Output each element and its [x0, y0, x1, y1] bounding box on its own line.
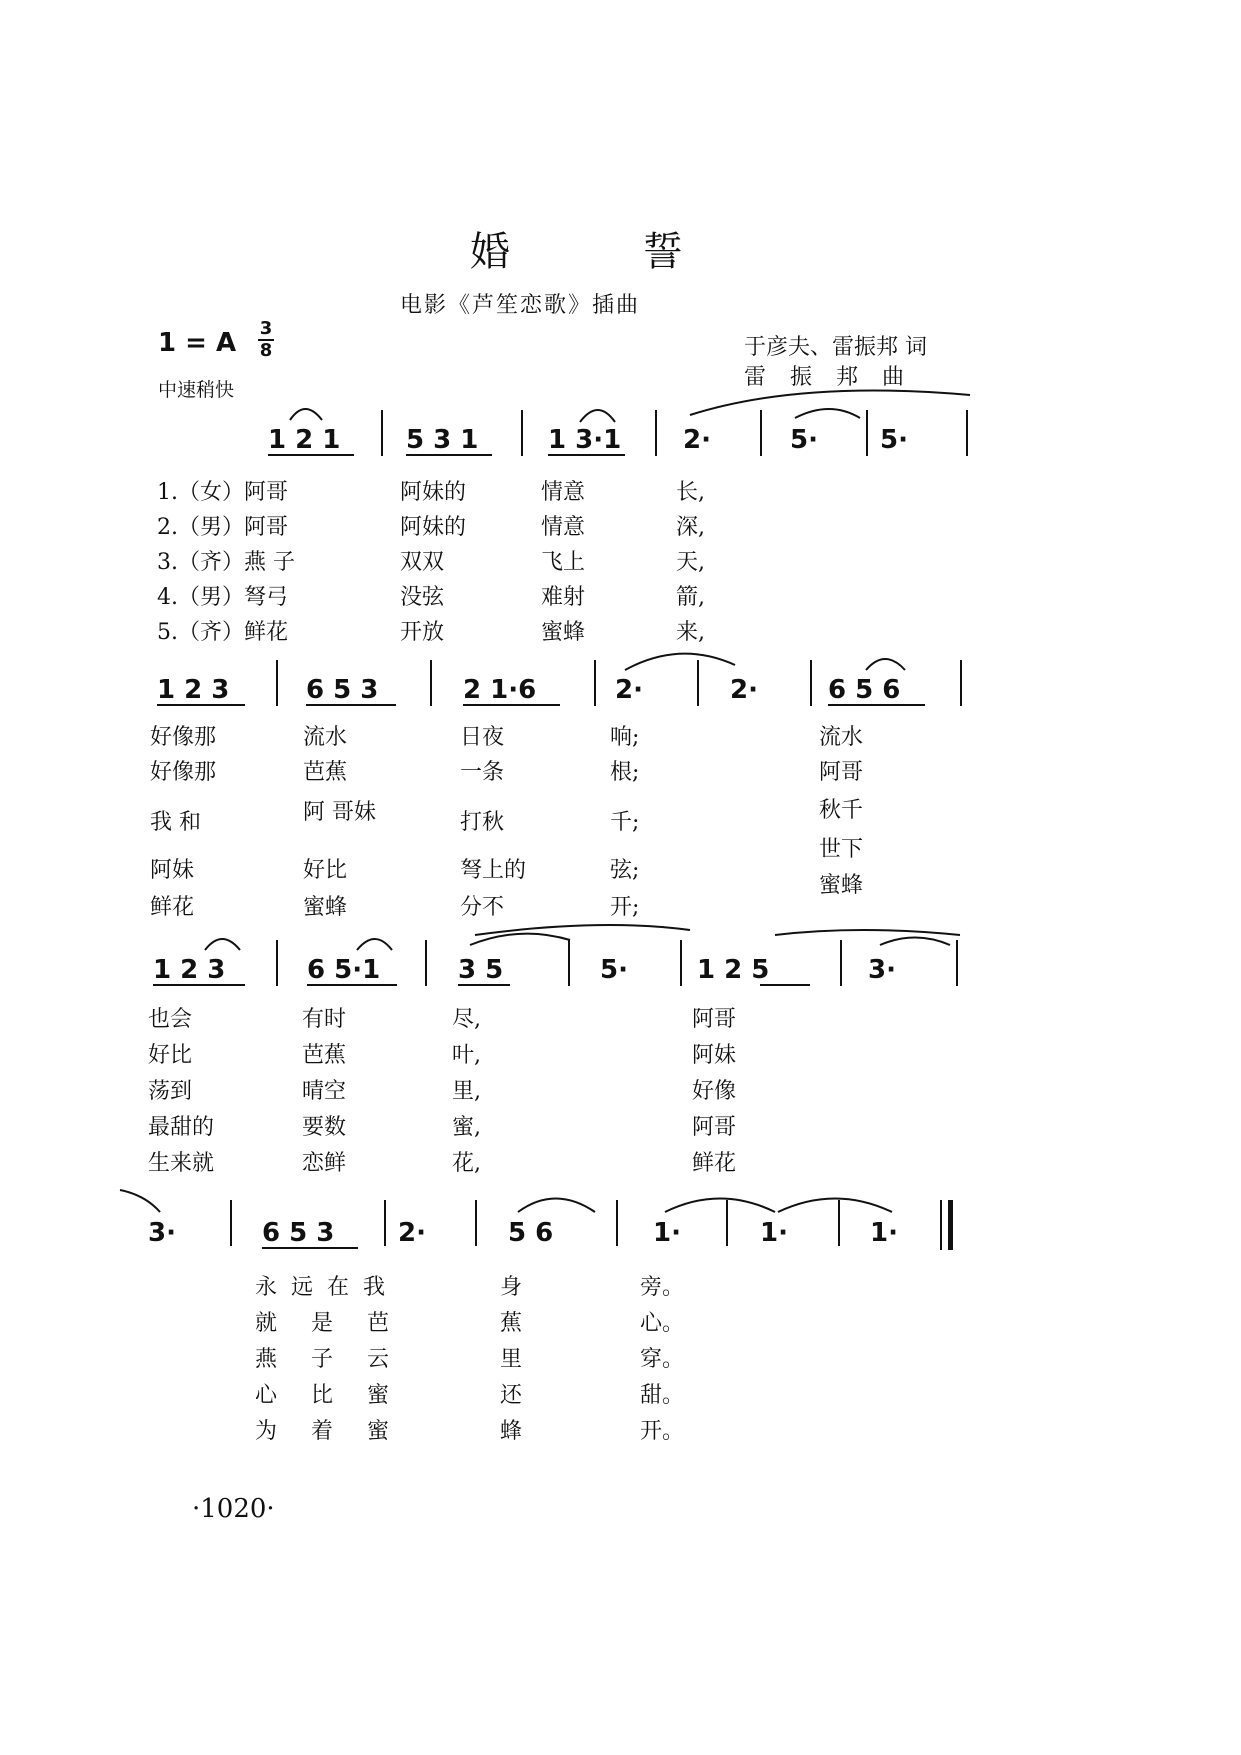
- lyric-text: 就是芭: [255, 1311, 424, 1336]
- lyric-text: 蜂: [500, 1419, 523, 1444]
- lyric-text: 情意: [541, 480, 586, 505]
- lyric-text: 蕉: [500, 1311, 523, 1336]
- lyric-text: 鲜花: [150, 895, 195, 920]
- lyric-text: 阿妹的: [400, 515, 467, 540]
- lyric-text: 甜。: [640, 1383, 685, 1408]
- lyric-text: 情意: [541, 515, 586, 540]
- lyric-text: 天,: [676, 550, 705, 575]
- lyric-text: 好比: [148, 1043, 193, 1068]
- measure-notes: 1 2 5: [697, 955, 770, 985]
- lyric-text: 阿 哥妹: [303, 800, 376, 825]
- lyric-text: 蜜蜂: [819, 873, 864, 898]
- lyric-text: 永远在我: [255, 1275, 400, 1300]
- lyric-text: 世下: [819, 837, 864, 862]
- lyric-text: 打秋: [460, 810, 505, 835]
- lyric-text: 燕子云: [255, 1347, 424, 1372]
- lyricist-credit: 于彦夫、雷振邦 词: [744, 335, 927, 360]
- tie-arc: [690, 391, 970, 416]
- lyric-text: 生来就: [148, 1151, 215, 1176]
- lyric-text: 双双: [400, 550, 445, 575]
- measure-notes: 6 5·1: [307, 955, 381, 985]
- lyric-text: 3.（齐）燕 子: [157, 550, 295, 575]
- tie-arc: [625, 654, 735, 670]
- lyric-text: 心比蜜: [255, 1383, 424, 1408]
- song-subtitle: 电影《芦笙恋歌》插曲: [400, 293, 641, 318]
- lyric-text: 最甜的: [148, 1115, 215, 1140]
- measure-notes: 2·: [398, 1218, 426, 1248]
- lyric-text: 好像那: [150, 760, 217, 785]
- key-signature: 1 = A: [158, 328, 237, 358]
- tie-arc: [470, 934, 570, 945]
- tie-arc: [778, 1199, 892, 1213]
- lyric-text: 一条: [460, 760, 505, 785]
- measure-notes: 5 3 1: [406, 425, 479, 455]
- measure-notes: 5 6: [508, 1218, 554, 1248]
- lyric-text: 蜜蜂: [541, 620, 586, 645]
- tie-arc: [795, 409, 860, 418]
- lyric-text: 4.（男）弩弓: [157, 585, 288, 610]
- lyric-text: 长,: [676, 480, 705, 505]
- slur-arc: [205, 939, 240, 950]
- lyric-text: 开;: [610, 895, 640, 920]
- lyric-text: 深,: [676, 515, 705, 540]
- lyric-text: 要数: [302, 1115, 347, 1140]
- measure-notes: 1·: [870, 1218, 898, 1248]
- lyric-text: 好比: [303, 858, 348, 883]
- lyric-text: 来,: [676, 620, 705, 645]
- lyric-text: 根;: [610, 760, 640, 785]
- lyric-text: 我 和: [150, 810, 201, 835]
- lyric-text: 也会: [148, 1007, 193, 1032]
- lyric-text: 阿妹: [150, 858, 195, 883]
- slur-arc: [357, 939, 392, 950]
- lyric-text: 箭,: [676, 585, 705, 610]
- measure-notes: 6 5 3: [306, 675, 379, 705]
- lyric-text: 阿妹的: [400, 480, 467, 505]
- slur-arc: [866, 659, 905, 670]
- lyric-text: 叶,: [452, 1043, 481, 1068]
- lyric-text: 响;: [610, 725, 640, 750]
- lyric-text: 阿哥: [819, 760, 864, 785]
- lyric-text: 尽,: [452, 1007, 481, 1032]
- lyric-text: 芭蕉: [302, 1043, 347, 1068]
- measure-notes: 5·: [790, 425, 818, 455]
- lyric-text: 晴空: [302, 1079, 347, 1104]
- lyric-text: 芭蕉: [303, 760, 348, 785]
- lyric-text: 秋千: [819, 798, 864, 823]
- measure-notes: 1 2 3: [153, 955, 226, 985]
- measure-notes: 1 3·1: [548, 425, 622, 455]
- lyric-text: 荡到: [148, 1079, 193, 1104]
- lyric-text: 穿。: [640, 1347, 685, 1372]
- lyric-text: 流水: [303, 725, 348, 750]
- lyric-text: 恋鲜: [302, 1151, 347, 1176]
- measure-notes: 1 2 1: [268, 425, 341, 455]
- measure-notes: 2·: [615, 675, 643, 705]
- lyric-text: 有时: [302, 1007, 347, 1032]
- lyric-text: 花,: [452, 1151, 481, 1176]
- lyric-text: 阿哥: [692, 1115, 737, 1140]
- lyric-text: 蜜,: [452, 1115, 481, 1140]
- lyric-text: 阿妹: [692, 1043, 737, 1068]
- tie-arc: [880, 938, 950, 946]
- lyric-text: 好像: [692, 1079, 737, 1104]
- page-number: ·1020·: [192, 1494, 275, 1524]
- measure-notes: 1·: [653, 1218, 681, 1248]
- lyric-text: 旁。: [640, 1275, 685, 1300]
- lyric-text: 难射: [541, 585, 586, 610]
- measure-notes: 5·: [880, 425, 908, 455]
- measure-notes: 6 5 6: [828, 675, 901, 705]
- lyric-text: 好像那: [150, 725, 217, 750]
- lyric-text: 阿哥: [692, 1007, 737, 1032]
- lyric-text: 鲜花: [692, 1151, 737, 1176]
- lyric-text: 弩上的: [460, 858, 527, 883]
- measure-notes: 3·: [148, 1218, 176, 1248]
- lyric-text: 身: [500, 1275, 523, 1300]
- lyric-text: 蜜蜂: [303, 895, 348, 920]
- lyric-text: 开。: [640, 1419, 685, 1444]
- measure-notes: 2·: [683, 425, 711, 455]
- lyric-text: 千;: [610, 810, 640, 835]
- measure-notes: 1 2 3: [157, 675, 230, 705]
- lyric-text: 弦;: [610, 858, 640, 883]
- tie-arc: [665, 1199, 775, 1213]
- slur-arc: [290, 409, 322, 420]
- tie-arc: [120, 1190, 160, 1212]
- tempo-marking: 中速稍快: [158, 379, 235, 401]
- measure-notes: 1·: [760, 1218, 788, 1248]
- measure-notes: 5·: [600, 955, 628, 985]
- lyric-text: 1.（女）阿哥: [157, 480, 288, 505]
- lyric-text: 2.（男）阿哥: [157, 515, 288, 540]
- measure-notes: 3 5: [458, 955, 504, 985]
- lyric-text: 还: [500, 1383, 523, 1408]
- lyric-text: 飞上: [541, 550, 586, 575]
- song-title: 婚 誓: [470, 229, 743, 275]
- lyric-text: 分不: [460, 895, 505, 920]
- lyric-text: 心。: [640, 1311, 685, 1336]
- measure-notes: 2 1·6: [463, 675, 537, 705]
- measure-notes: 6 5 3: [262, 1218, 335, 1248]
- lyric-text: 没弦: [400, 585, 445, 610]
- slur-arc: [580, 410, 615, 422]
- slur-arc: [518, 1199, 595, 1213]
- tie-arc: [475, 925, 690, 935]
- time-signature-bottom: 8: [259, 340, 273, 361]
- lyric-text: 里: [500, 1347, 523, 1372]
- lyric-text: 开放: [400, 620, 445, 645]
- measure-notes: 2·: [730, 675, 758, 705]
- lyric-text: 里,: [452, 1079, 481, 1104]
- tie-arc: [775, 930, 960, 935]
- lyric-text: 流水: [819, 725, 864, 750]
- composer-credit: 雷振邦曲: [744, 365, 929, 390]
- lyric-text: 日夜: [460, 725, 505, 750]
- measure-notes: 3·: [868, 955, 896, 985]
- time-signature-top: 3: [259, 318, 273, 339]
- lyric-text: 5.（齐）鲜花: [157, 620, 288, 645]
- lyric-text: 为着蜜: [255, 1419, 424, 1444]
